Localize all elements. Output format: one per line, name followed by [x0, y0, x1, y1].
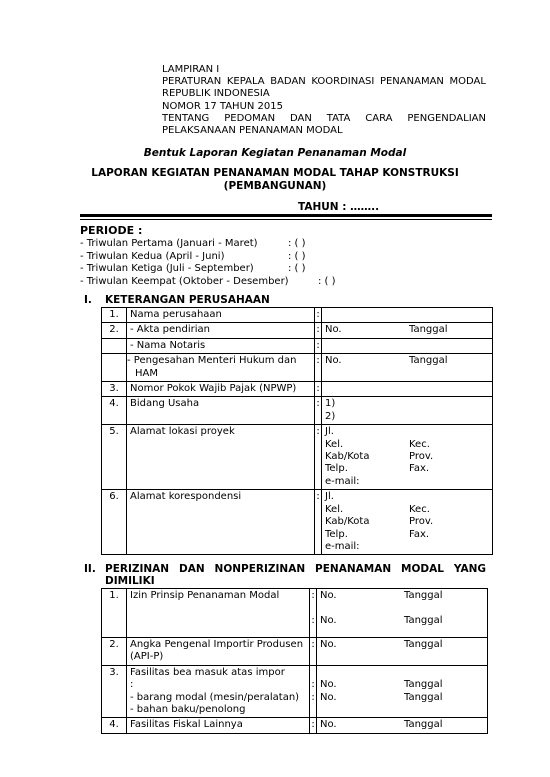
word: PENANAMAN: [315, 563, 392, 575]
no-label: No.: [320, 639, 337, 650]
empty-cell: [102, 338, 127, 353]
label-colon: :: [130, 679, 134, 691]
email-label: e-mail:: [325, 540, 360, 552]
row-label: Alamat korespondensi: [127, 490, 315, 555]
table-row: [102, 425, 493, 490]
word: MODAL: [401, 563, 444, 575]
row-label: - Pengesahan Menteri Hukum dan HAM: [127, 354, 315, 382]
colon: [310, 665, 317, 718]
colon-a: :: [311, 590, 315, 601]
npwp-field[interactable]: [322, 382, 493, 397]
tentang-line-2: PELAKSANAAN PENANAMAN MODAL: [162, 125, 343, 137]
section-title: KETERANGAN PERUSAHAAN: [105, 294, 270, 306]
word: KEPALA: [226, 76, 265, 88]
row-label: Fasilitas Fiskal Lainnya: [127, 718, 310, 733]
row-number: 4.: [102, 397, 127, 425]
no-label: No.: [320, 719, 337, 731]
row-label: Angka Pengenal Importir Produsen (API-P): [127, 638, 310, 666]
row-number: 3.: [102, 665, 127, 718]
periode-item: [80, 250, 306, 264]
notaris-field[interactable]: [322, 338, 493, 353]
periode-checkbox[interactable]: : ( ): [318, 275, 336, 287]
empty-cell: [102, 354, 127, 382]
table-row: [102, 338, 493, 353]
periode-label: - Triwulan Ketiga (Juli - September): [80, 263, 254, 275]
telp-label: Telp.: [325, 463, 348, 475]
tanggal-label: Tanggal: [404, 691, 443, 703]
word: BADAN: [270, 76, 306, 88]
tanggal-label: Tanggal: [409, 355, 448, 367]
kel-label: Kel.: [325, 503, 344, 515]
tanggal-label: Tanggal: [404, 719, 443, 731]
word: NONPERIZINAN: [214, 563, 306, 575]
colon: :: [315, 382, 322, 397]
report-title-line-2: (PEMBANGUNAN): [223, 180, 327, 192]
row-label: Nama perusahaan: [127, 308, 315, 323]
kel-label: Kel.: [325, 438, 344, 450]
table-row: [102, 490, 493, 555]
colon-a: :: [311, 679, 315, 691]
company-info-table: [101, 307, 493, 555]
api-p-field[interactable]: [317, 638, 488, 666]
fasilitas-label: Fasilitas bea masuk atas impor: [130, 666, 285, 678]
row-number: 6.: [102, 490, 127, 555]
row-label: Izin Prinsip Penanaman Modal: [127, 589, 310, 638]
header-divider-thick: [80, 214, 492, 217]
table-row: [102, 638, 488, 666]
licensing-table: [101, 588, 488, 734]
row-number: 2.: [102, 638, 127, 666]
periode-item: [80, 238, 306, 251]
periode-item: [80, 275, 336, 289]
periode-label: - Triwulan Kedua (April - Juni): [80, 250, 225, 262]
periode-item: [80, 263, 306, 276]
periode-label: - Triwulan Keempat (Oktober - Desember): [80, 275, 289, 287]
item-2: 2): [325, 410, 336, 422]
colon: [310, 589, 317, 638]
row-number: 3.: [102, 382, 127, 397]
table-row: [102, 718, 488, 733]
word: PENGENDALIAN: [407, 112, 486, 124]
periode-checkbox[interactable]: : ( ): [288, 238, 306, 249]
tanggal-label: Tanggal: [404, 590, 443, 601]
jl-label: Jl.: [325, 426, 334, 438]
fasilitas-fiskal-field[interactable]: [317, 718, 488, 733]
company-name-field[interactable]: [322, 308, 493, 323]
periode-checkbox[interactable]: : ( ): [288, 263, 306, 275]
kab-label: Kab/Kota: [325, 516, 370, 528]
report-title-line-1: LAPORAN KEGIATAN PENANAMAN MODAL TAHAP KONSTRUKSI: [91, 167, 459, 179]
word: MODAL: [449, 76, 486, 88]
word: PERATURAN: [162, 76, 222, 88]
colon: :: [310, 638, 317, 666]
periode-checkbox[interactable]: : ( ): [288, 250, 306, 262]
fasilitas-bea-masuk-field[interactable]: [317, 665, 488, 718]
prov-label: Prov.: [409, 451, 434, 463]
colon-b: :: [311, 614, 315, 626]
email-label: e-mail:: [325, 475, 360, 487]
row-label: Bidang Usaha: [127, 397, 315, 425]
no-label: No.: [320, 614, 337, 626]
kec-label: Kec.: [409, 438, 430, 450]
colon: :: [315, 323, 322, 338]
colon: :: [310, 718, 317, 733]
kec-label: Kec.: [409, 503, 430, 515]
tentang-line-1: [162, 113, 486, 125]
periode-block: [80, 224, 336, 288]
row-label: [127, 665, 310, 718]
table-row: [102, 397, 493, 425]
row-label: - Nama Notaris: [127, 338, 315, 353]
kab-label: Kab/Kota: [325, 451, 370, 463]
section-number: II.: [84, 563, 96, 575]
pengesahan-field[interactable]: [322, 354, 493, 382]
bidang-usaha-field[interactable]: [322, 397, 493, 425]
table-row: [102, 354, 493, 382]
jl-label: Jl.: [325, 491, 334, 503]
akta-field[interactable]: [322, 323, 493, 338]
header-divider-thin: [80, 219, 492, 220]
item-1: 1): [325, 398, 336, 410]
peraturan-line-2: REPUBLIK INDONESIA: [162, 88, 270, 100]
title-line-2: DIMILIKI: [105, 575, 155, 587]
tanggal-label: Tanggal: [409, 324, 448, 336]
project-address-field[interactable]: [322, 425, 493, 490]
no-label: No.: [325, 355, 342, 367]
table-row: [102, 308, 493, 323]
colon-b: :: [311, 691, 315, 703]
row-number: 1.: [102, 589, 127, 638]
barang-modal-label: - barang modal (mesin/peralatan): [130, 691, 300, 703]
no-label: No.: [320, 679, 337, 691]
word: DAN: [179, 563, 205, 575]
word: PERIZINAN: [105, 563, 170, 575]
telp-label: Telp.: [325, 528, 348, 540]
no-label: No.: [325, 324, 342, 336]
word: TATA: [326, 112, 351, 124]
fax-label: Fax.: [409, 463, 430, 475]
word: YANG: [453, 563, 486, 575]
colon: :: [315, 308, 322, 323]
no-label: No.: [320, 590, 337, 601]
word: PEDOMAN: [224, 112, 276, 124]
tanggal-label: Tanggal: [404, 614, 443, 626]
form-title: Bentuk Laporan Kegiatan Penanaman Modal: [143, 147, 407, 159]
word: PENANAMAN: [379, 76, 444, 88]
row-label: - Akta pendirian: [127, 323, 315, 338]
izin-prinsip-field[interactable]: [317, 589, 488, 638]
table-row: [102, 382, 493, 397]
prov-label: Prov.: [409, 516, 434, 528]
word: DAN: [290, 112, 312, 124]
section-title: [105, 563, 486, 587]
periode-title: PERIODE :: [80, 224, 143, 237]
tanggal-label: Tanggal: [404, 639, 443, 650]
section-number: I.: [84, 294, 92, 306]
table-row: [102, 323, 493, 338]
tahun-label: TAHUN : ……..: [298, 201, 380, 213]
table-row: [102, 665, 488, 718]
row-label: Alamat lokasi proyek: [127, 425, 315, 490]
colon: :: [315, 425, 322, 490]
periode-label: - Triwulan Pertama (Januari - Maret): [80, 238, 258, 249]
word: TENTANG: [162, 112, 210, 124]
no-label: No.: [320, 691, 337, 703]
row-number: 1.: [102, 308, 127, 323]
tanggal-label: Tanggal: [404, 679, 443, 691]
table-row: [102, 589, 488, 638]
row-number: 2.: [102, 323, 127, 338]
fax-label: Fax.: [409, 528, 430, 540]
word: KOORDINASI: [311, 76, 375, 88]
bahan-baku-label: - bahan baku/penolong: [130, 704, 246, 716]
row-number: 4.: [102, 718, 127, 733]
colon: :: [315, 338, 322, 353]
lampiran-label: LAMPIRAN I: [162, 64, 220, 75]
regulation-header: [162, 64, 486, 137]
correspondence-address-field[interactable]: [322, 490, 493, 555]
colon: :: [315, 397, 322, 425]
nomor-line: NOMOR 17 TAHUN 2015: [162, 100, 284, 112]
colon: :: [315, 354, 322, 382]
colon: :: [315, 490, 322, 555]
peraturan-line-1: [162, 76, 486, 88]
row-number: 5.: [102, 425, 127, 490]
row-label: Nomor Pokok Wajib Pajak (NPWP): [127, 382, 315, 397]
word: CARA: [365, 112, 393, 124]
